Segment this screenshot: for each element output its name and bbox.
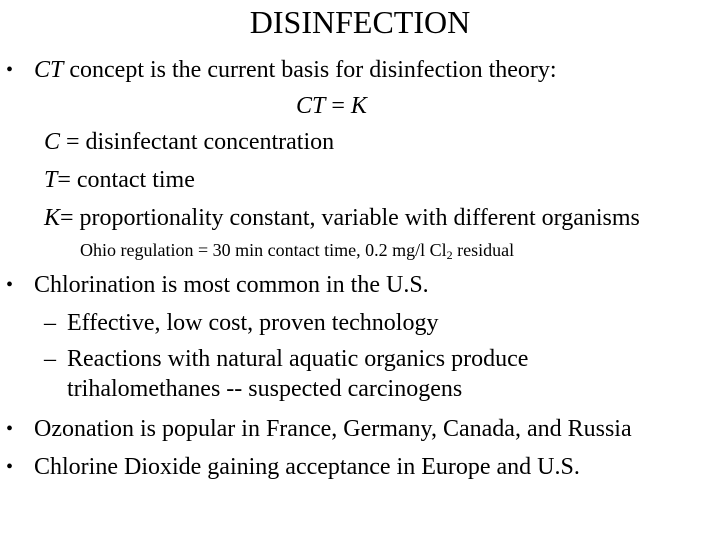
- ohio-note-subscript: 2: [446, 248, 453, 262]
- definition-text: = contact time: [57, 167, 195, 193]
- effective-line: Effective, low cost, proven technology: [67, 310, 439, 336]
- ct-concept-line: [34, 55, 557, 85]
- slide-title: DISINFECTION: [249, 4, 471, 40]
- formula-rhs: K: [350, 93, 367, 119]
- bullet-marker: •: [6, 456, 14, 478]
- bullet-marker: •: [6, 59, 14, 81]
- ohio-regulation-note: [80, 238, 514, 262]
- chlorination-line: Chlorination is most common in the U.S.: [34, 272, 429, 298]
- ct-concept-text: concept is the current basis for disinfection theory:: [63, 57, 557, 83]
- sub-bullet-marker: –: [44, 310, 56, 336]
- bullet-marker: •: [6, 418, 14, 440]
- definition-symbol: C: [44, 129, 61, 155]
- ohio-note-suffix: residual: [452, 240, 515, 260]
- sub-bullet-marker: –: [44, 346, 56, 372]
- trihalomethanes-line: trihalomethanes -- suspected carcinogens: [67, 376, 463, 402]
- definition-c: [44, 127, 334, 157]
- definition-t: [44, 165, 195, 195]
- definition-symbol: T: [44, 167, 58, 193]
- ct-formula: [296, 91, 367, 121]
- ohio-note-text: Ohio regulation = 30 min contact time, 0.2 mg/l Cl: [80, 240, 447, 260]
- definition-symbol: K: [44, 205, 61, 231]
- definition-k: [44, 203, 640, 233]
- formula-equals: =: [325, 93, 351, 119]
- ozonation-line: Ozonation is popular in France, Germany, Canada, and Russia: [34, 416, 632, 442]
- chlorine-dioxide-line: Chlorine Dioxide gaining acceptance in Europe and U.S.: [34, 454, 580, 480]
- formula-lhs: CT: [296, 93, 326, 119]
- definition-text: = proportionality constant, variable with different organisms: [60, 205, 640, 231]
- ct-term: CT: [34, 57, 64, 83]
- reactions-line: Reactions with natural aquatic organics produce: [67, 346, 529, 372]
- bullet-marker: •: [6, 274, 14, 296]
- definition-text: = disinfectant concentration: [60, 129, 335, 155]
